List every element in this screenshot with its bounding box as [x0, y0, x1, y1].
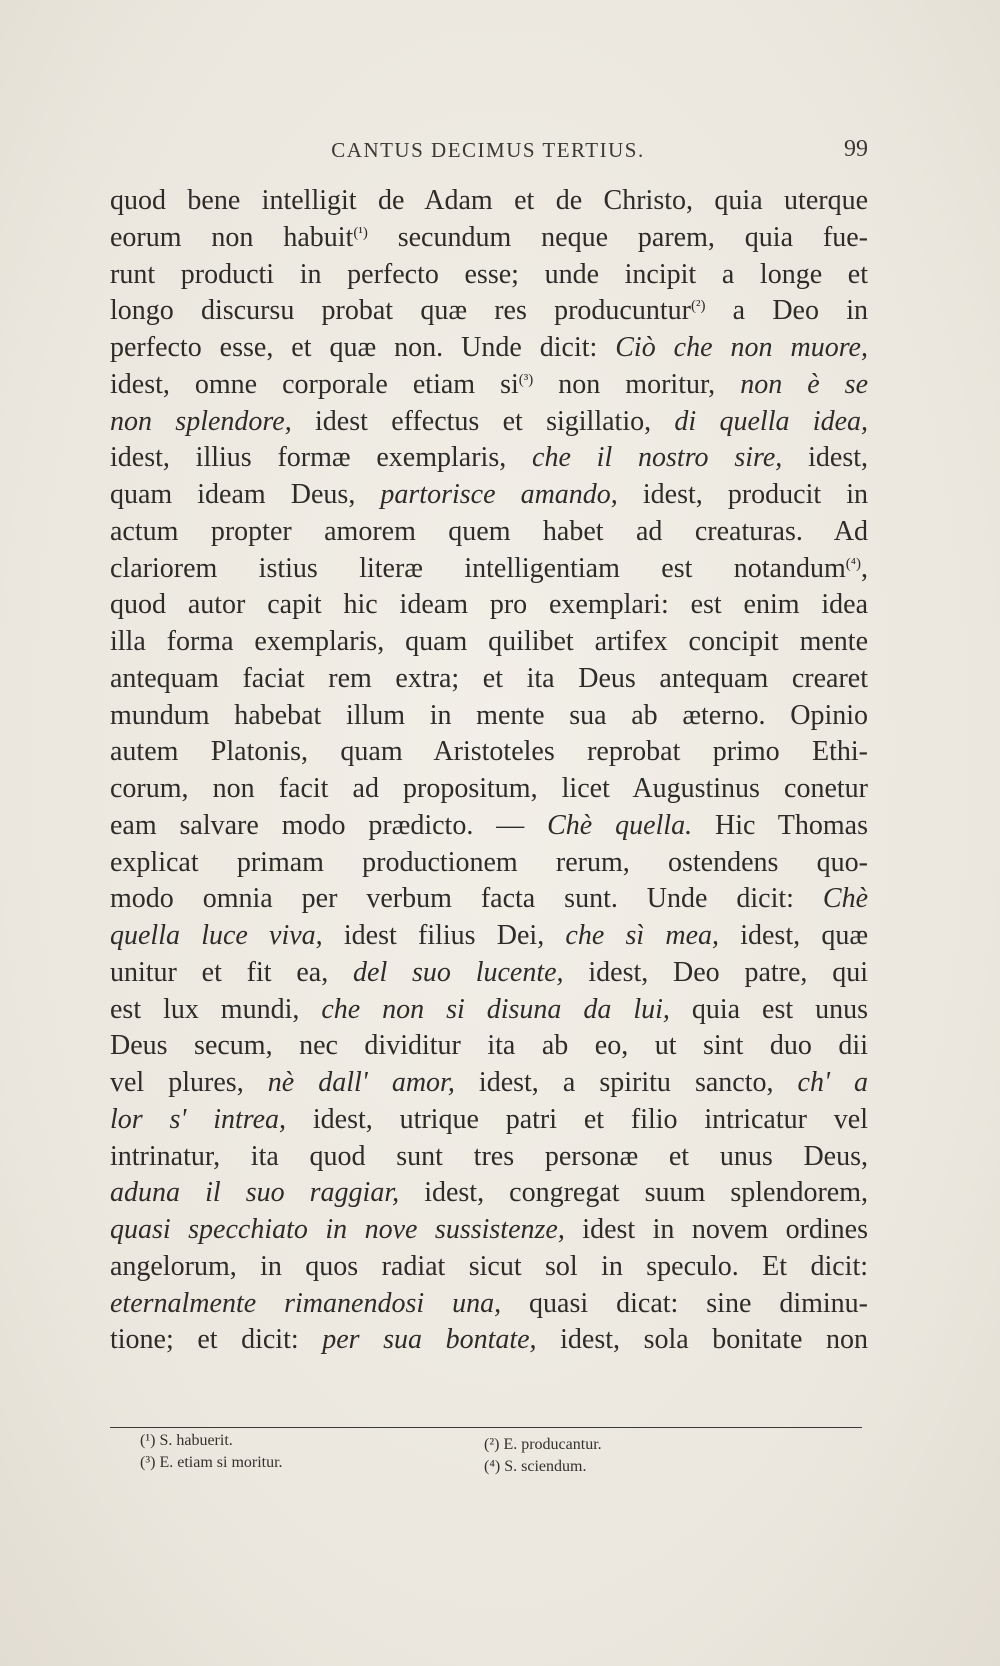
- text-run: unitur et fit ea,: [110, 956, 354, 988]
- text-run: a Deo in: [705, 295, 868, 327]
- text-run: secundum neque parem, quia fue-: [367, 221, 868, 253]
- text-run: eorum non habuit: [110, 221, 354, 253]
- text-run: quam ideam Deus,: [110, 479, 381, 510]
- text-run: runt producti in perfecto esse; unde incipit a longe et: [110, 258, 868, 290]
- italic-quote: nè dall' amor,: [267, 1067, 455, 1098]
- italic-quote: che il nostro sire,: [532, 442, 783, 474]
- text-run: corum, non facit ad propositum, licet Augustinus conetur: [110, 773, 868, 804]
- text-run: antequam faciat rem extra; et ita Deus antequam crearet: [110, 662, 868, 694]
- footnote-2: [484, 1436, 602, 1454]
- text-line: [110, 845, 868, 882]
- footnote-divider: [110, 1427, 862, 1428]
- italic-quote: lor s' intrea,: [110, 1103, 287, 1135]
- text-line: [110, 1286, 868, 1323]
- text-line: [110, 918, 868, 955]
- text-line: [110, 440, 868, 477]
- italic-quote: ch' a: [797, 1067, 869, 1098]
- italic-quote: quella luce viva,: [110, 920, 323, 951]
- text-line: [110, 698, 868, 735]
- text-line: [110, 881, 868, 918]
- italic-quote: non è se: [740, 368, 868, 400]
- text-line: [110, 587, 868, 624]
- footnote-mark: (²): [484, 1436, 500, 1453]
- text-run: idest, congregat suum splendorem,: [399, 1177, 868, 1209]
- text-line: [110, 220, 868, 257]
- text-run: perfecto esse, et quæ non. Unde dicit:: [110, 332, 616, 363]
- text-run: quia est unus: [669, 993, 868, 1025]
- italic-quote: non splendore,: [110, 405, 292, 437]
- running-head: [108, 138, 868, 172]
- text-run: Hic Thomas: [692, 809, 868, 841]
- text-run: idest, Deo patre, qui: [563, 956, 869, 988]
- text-run: angelorum, in quos radiat sicut sol in speculo. Et dicit:: [110, 1250, 868, 1282]
- text-run: idest, a spiritu sancto,: [454, 1067, 798, 1098]
- text-run: eam salvare modo prædicto. —: [110, 809, 548, 841]
- page-number: 99: [844, 136, 868, 162]
- text-line: [110, 477, 868, 514]
- text-run: idest effectus et sigillatio,: [291, 405, 675, 437]
- italic-quote: di quella idea,: [674, 405, 868, 437]
- text-run: quod autor capit hic ideam pro exemplari: est enim idea: [110, 589, 868, 621]
- text-line: [110, 1139, 868, 1176]
- footnotes: [140, 1432, 860, 1492]
- text-line: [110, 183, 868, 220]
- text-run: idest, illius formæ exemplaris,: [110, 442, 533, 474]
- footnote-text: S. habuerit.: [159, 1432, 233, 1449]
- text-line: [110, 992, 868, 1029]
- text-run: quod bene intelligit de Adam et de Christo, quia uterque: [110, 185, 868, 216]
- text-run: idest,: [782, 442, 868, 474]
- text-run: modo omnia per verbum facta sunt. Unde dicit:: [110, 883, 823, 915]
- text-line: [110, 367, 868, 404]
- footnote-1: [140, 1432, 233, 1450]
- italic-quote: del suo lucente,: [353, 956, 564, 988]
- text-line: [110, 330, 868, 367]
- footnote-mark: (³): [140, 1454, 156, 1471]
- text-line: [110, 734, 868, 771]
- italic-quote: Ciò che non muore,: [615, 332, 868, 363]
- italic-quote: partorisce amando,: [380, 479, 618, 510]
- italic-quote: che non si disuna da lui,: [321, 993, 670, 1025]
- text-run: idest, quæ: [719, 920, 868, 951]
- italic-quote: che sì mea,: [565, 920, 720, 951]
- footnote-ref: (⁴): [845, 555, 861, 572]
- text-run: ,: [861, 552, 868, 584]
- footnote-ref: (³): [518, 371, 534, 388]
- body-text: [110, 183, 868, 1359]
- text-line: [110, 1322, 868, 1359]
- text-run: est lux mundi,: [110, 993, 322, 1025]
- footnote-mark: (⁴): [484, 1458, 501, 1475]
- text-line: [110, 661, 868, 698]
- text-line: [110, 404, 868, 441]
- text-run: non moritur,: [533, 368, 741, 400]
- text-run: idest, sola bonitate non: [536, 1324, 868, 1356]
- footnote-mark: (¹): [140, 1432, 156, 1449]
- running-title: CANTUS DECIMUS TERTIUS.: [331, 138, 645, 162]
- footnote-text: S. sciendum.: [504, 1458, 587, 1475]
- text-run: idest, utrique patri et filio intricatur vel: [286, 1103, 868, 1135]
- italic-quote: aduna il suo raggiar,: [110, 1177, 400, 1209]
- text-run: tione; et dicit:: [110, 1324, 323, 1356]
- text-run: quasi dicat: sine diminu-: [501, 1287, 868, 1319]
- text-line: [110, 257, 868, 294]
- footnote-4: [484, 1458, 586, 1476]
- text-run: autem Platonis, quam Aristoteles reprobat primo Ethi-: [110, 736, 868, 768]
- italic-quote: Chè quella.: [547, 809, 693, 841]
- text-line: [110, 514, 868, 551]
- text-run: Deus secum, nec dividitur ita ab eo, ut sint duo dii: [110, 1030, 868, 1062]
- footnote-text: E. etiam si moritur.: [159, 1454, 283, 1471]
- text-run: clariorem istius literæ intelligentiam est notandum: [110, 552, 846, 584]
- text-run: longo discursu probat quæ res producuntur: [110, 295, 691, 327]
- text-run: idest, omne corporale etiam si: [110, 368, 519, 400]
- text-line: [110, 955, 868, 992]
- footnote-3: [140, 1454, 283, 1472]
- text-line: [110, 808, 868, 845]
- text-run: vel plures,: [110, 1067, 268, 1098]
- text-line: [110, 293, 868, 330]
- text-run: idest in novem ordines: [564, 1214, 868, 1245]
- text-line: [110, 771, 868, 808]
- text-run: explicat primam productionem rerum, ostendens quo-: [110, 846, 868, 878]
- text-line: [110, 1175, 868, 1212]
- footnote-ref: (²): [690, 298, 706, 315]
- text-run: mundum habebat illum in mente sua ab æterno. Opinio: [110, 699, 868, 731]
- footnote-text: E. producantur.: [503, 1436, 602, 1453]
- text-run: idest filius Dei,: [322, 920, 566, 951]
- text-line: [110, 551, 868, 588]
- text-run: intrinatur, ita quod sunt tres personæ et unus Deus,: [110, 1140, 868, 1172]
- text-run: actum propter amorem quem habet ad creaturas. Ad: [110, 515, 868, 547]
- text-run: idest, producit in: [617, 479, 868, 510]
- italic-quote: Chè: [822, 883, 868, 915]
- italic-quote: per sua bontate,: [322, 1324, 537, 1356]
- italic-quote: eternalmente rimanendosi una,: [110, 1287, 502, 1319]
- text-line: [110, 1028, 868, 1065]
- text-line: [110, 624, 868, 661]
- text-line: [110, 1102, 868, 1139]
- footnote-ref: (¹): [353, 224, 368, 241]
- text-line: [110, 1065, 868, 1102]
- italic-quote: quasi specchiato in nove sussistenze,: [110, 1214, 565, 1245]
- text-line: [110, 1249, 868, 1286]
- text-line: [110, 1212, 868, 1249]
- text-run: illa forma exemplaris, quam quilibet artifex concipit mente: [110, 626, 868, 657]
